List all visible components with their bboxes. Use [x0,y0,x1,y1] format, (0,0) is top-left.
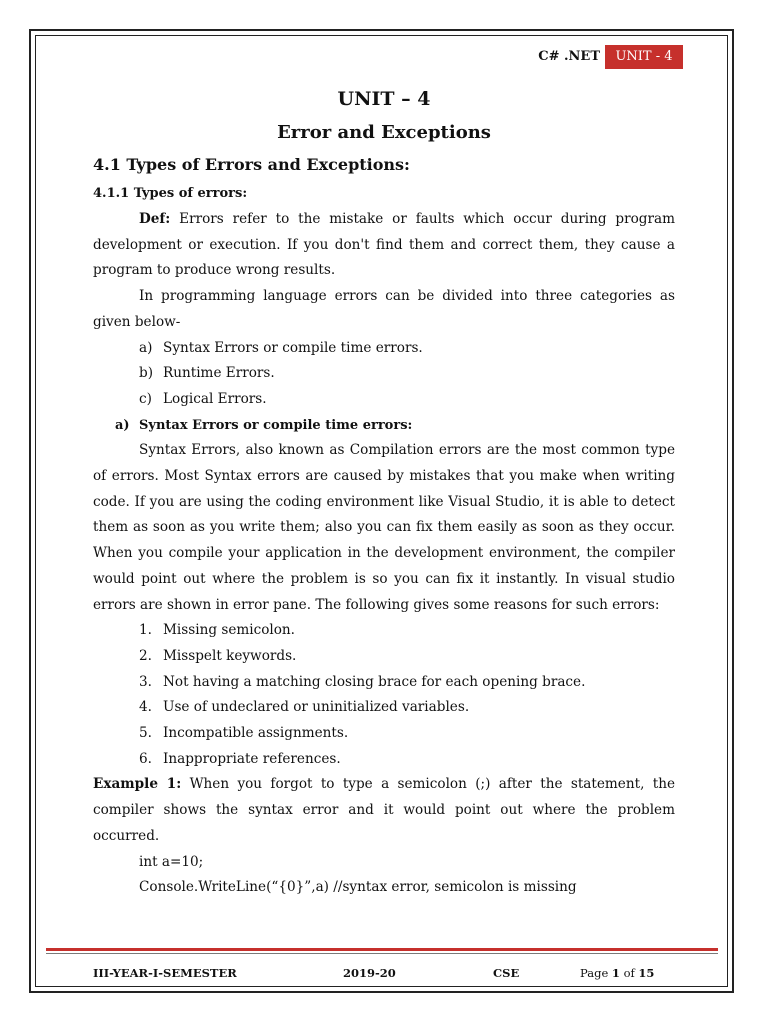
list-item [93,695,675,721]
list-marker: 6. [139,750,152,767]
example-paragraph [93,772,675,849]
list-item [93,361,675,387]
example-text: When you forgot to type a semicolon (;) after the statement, the compiler shows the syntax error and it would point out where the problem occurred. [93,776,676,844]
list-marker: 1. [139,622,152,639]
list-marker: a) [115,417,130,433]
topic-title: Error and Exceptions [277,122,491,143]
footer-dept: CSE [493,966,520,980]
page-num: 1 [611,966,620,980]
subsection-heading: 4.1.1 Types of errors: [93,186,248,201]
list-item-text: Misspelt keywords. [163,647,297,664]
list-marker: c) [139,390,152,407]
list-item-text: Missing semicolon. [163,622,296,639]
list-item [93,336,675,362]
footer-year: 2019-20 [343,966,396,980]
list-item-text: Not having a matching closing brace for each opening brace. [163,673,586,690]
intro-paragraph: In programming language errors can be divided into three categories as given below- [93,288,675,330]
list-marker: 2. [139,647,152,664]
code-line-1: int a=10; [139,853,204,870]
page-prefix: Page [580,966,612,980]
header-unit-badge: UNIT - 4 [605,45,683,69]
def-paragraph [93,207,675,284]
footer-rule-accent [46,948,718,951]
list-item-text: Logical Errors. [163,390,267,407]
list-item [93,747,675,773]
list-item [93,618,675,644]
list-item [93,387,675,413]
example-label: Example 1: [93,776,182,793]
syntax-heading-text: Syntax Errors or compile time errors: [139,417,413,433]
list-marker: 5. [139,725,152,742]
syntax-paragraph: Syntax Errors, also known as Compilation errors are the most common type of errors. Most Syntax errors are caused by mistakes that you make when writing code. If you are using the coding environment like Visual Studio, it is able to detect them as soon as you write them; also you can fix them easily as soon as they occur. When you compile your application in the development environment, the compiler would point out where the problem is so you can fix it instantly. In visual studio errors are shown in error pane. The following gives some reasons for such errors: [93,442,675,613]
list-item-text: Incompatible assignments. [163,725,349,742]
body-content [93,207,675,901]
list-item-text: Use of undeclared or uninitialized variables. [163,699,470,716]
def-text: Errors refer to the mistake or faults which occur during program development or execution. If you don't find them and correct them, they cause a program to produce wrong results. [93,211,675,279]
header-subject: C# .NET [538,49,600,64]
page-of: of [619,966,639,980]
list-marker: b) [139,365,154,382]
list-item-text: Runtime Errors. [163,365,275,382]
list-item-text: Syntax Errors or compile time errors. [163,339,423,356]
list-marker: 3. [139,673,152,690]
def-label: Def: [139,211,171,227]
section-heading: 4.1 Types of Errors and Exceptions: [93,155,410,174]
footer-page-number [580,964,654,982]
list-item [93,721,675,747]
list-marker: a) [139,339,153,356]
page-total: 15 [638,966,655,980]
syntax-section-heading [93,413,675,439]
list-item-text: Inappropriate references. [163,750,341,767]
footer-rule [46,953,718,954]
footer-semester: III-YEAR-I-SEMESTER [93,966,237,980]
list-item [93,644,675,670]
unit-title: UNIT – 4 [337,88,431,110]
list-marker: 4. [139,699,152,716]
list-item [93,670,675,696]
code-line-2: Console.WriteLine(“{0}”,a) //syntax error, semicolon is missing [139,879,577,896]
